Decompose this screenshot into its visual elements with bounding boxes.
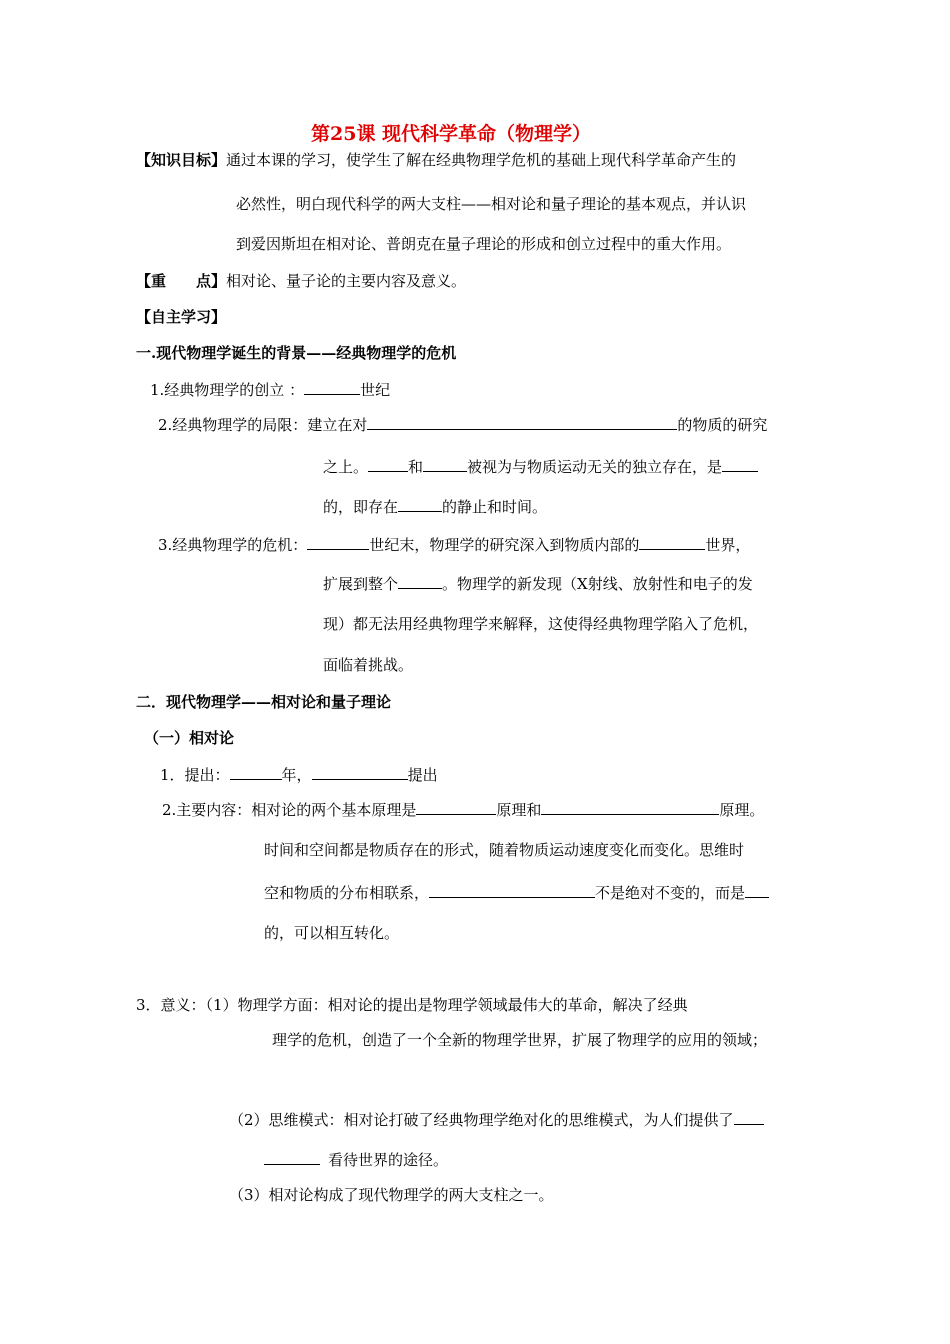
s1-item-3-line-3: 现）都无法用经典物理学来解释，这使得经典物理学陷入了危机， [323,615,759,633]
s1-item-2-text: 的，即存在 [323,498,399,516]
fill-blank[interactable] [639,534,705,550]
fill-blank[interactable] [429,882,595,898]
fill-blank[interactable] [398,496,442,512]
fill-blank[interactable] [722,456,758,472]
s2-item-3-line-2: 理学的危机，创造了一个全新的物理学世界，扩展了物理学的应用的领域； [272,1031,768,1049]
fill-blank[interactable] [423,456,467,472]
s2-item-2-line-2: 时间和空间都是物质存在的形式，随着物质运动速度变化而变化。思维时 [264,841,745,859]
s1-item-2 [158,414,767,435]
s1-item-3-line-4: 面临着挑战。 [323,656,414,674]
s1-item-2-text: 和 [408,458,424,476]
s2-item-3-text: （2）思维模式：相对论打破了经典物理学绝对化的思维模式，为人们提供了 [229,1111,734,1129]
key-text: 相对论、量子论的主要内容及意义。 [226,272,467,290]
s2-item-2 [162,799,764,820]
self-study-label: 【自主学习】 [136,308,227,326]
s2-item-2-line-4: 的，可以相互转化。 [264,924,400,942]
fill-blank[interactable] [398,573,442,589]
s1-item-3-text: 世界， [705,536,751,554]
fill-blank[interactable] [307,534,369,550]
s1-item-3-label: 3.经典物理学的危机： [158,536,308,554]
section-2-heading: 二．现代物理学——相对论和量子理论 [136,693,392,711]
fill-blank[interactable] [734,1109,764,1125]
s2-item-1-text: 1．提出： [160,766,230,784]
s2-item-2-text: 2.主要内容：相对论的两个基本原理是 [162,801,417,819]
key-label-b: 点】 [196,272,227,290]
s1-item-2-label: 2.经典物理学的局限： [158,416,308,434]
s1-item-3-text: 。物理学的新发现（X射线、放射性和电子的发 [442,575,753,593]
s1-item-2-text: 之上。 [323,458,369,476]
s1-item-2-text: 建立在对 [307,416,368,434]
s1-item-2-text: 的物质的研究 [677,416,768,434]
goal-text-1: 通过本课的学习，使学生了解在经典物理学危机的基础上现代科学革命产生的 [226,151,737,169]
page-title: 第25课 现代科学革命（物理学） [311,123,592,145]
s2-item-2-text: 原理。 [719,801,765,819]
fill-blank[interactable] [416,799,496,815]
s2-item-1 [160,764,438,785]
goal-label: 【知识目标】 [136,151,227,169]
s2-item-3-text: 看待世界的途径。 [328,1151,449,1169]
s2-item-2-text: 原理和 [496,801,542,819]
section-1-heading: 一.现代物理学诞生的背景——经典物理学的危机 [136,344,457,362]
s1-item-2-line-2 [323,456,758,477]
s2-item-3-point-2-cont [264,1149,448,1170]
s2-item-2-text: 不是绝对不变的，而是 [595,884,746,902]
fill-blank[interactable] [745,882,769,898]
s2-item-2-text: 空和物质的分布相联系， [264,884,430,902]
s1-item-2-text: 被视为与物质运动无关的独立存在，是 [467,458,723,476]
s1-item-3-text: 世纪末，物理学的研究深入到物质内部的 [369,536,640,554]
s2-item-3-point-3: （3）相对论构成了现代物理学的两大支柱之一。 [229,1186,554,1204]
fill-blank[interactable] [312,764,408,780]
key-label-a: 【重 [136,272,167,290]
goal-text-2: 必然性，明白现代科学的两大支柱——相对论和量子理论的基本观点，并认识 [236,195,747,213]
s1-item-1-label: 1.经典物理学的创立 ： [150,381,305,399]
fill-blank[interactable] [264,1149,320,1165]
s2-item-2-line-3 [264,882,769,903]
s1-item-3-text: 扩展到整个 [323,575,399,593]
s1-item-1 [150,379,390,400]
subsection-relativity: （一）相对论 [144,729,235,747]
s1-item-3 [158,534,750,555]
fill-blank[interactable] [367,414,677,430]
s1-item-3-line-2 [323,573,753,594]
s2-item-3-point-2 [229,1109,764,1130]
s2-item-1-text: 年， [281,766,312,784]
key-points-line [136,271,466,291]
s1-item-1-tail: 世纪 [360,381,391,399]
s1-item-2-text: 的静止和时间。 [442,498,548,516]
goal-line-1 [136,150,736,170]
fill-blank[interactable] [541,799,719,815]
goal-text-3: 到爱因斯坦在相对论、普朗克在量子理论的形成和创立过程中的重大作用。 [236,235,732,253]
s2-item-1-text: 提出 [407,766,438,784]
fill-blank[interactable] [368,456,408,472]
fill-blank[interactable] [304,379,360,395]
s2-item-3: 3．意义：（1）物理学方面：相对论的提出是物理学领域最伟大的革命，解决了经典 [136,996,688,1014]
s1-item-2-line-3 [323,496,547,517]
fill-blank[interactable] [230,764,282,780]
